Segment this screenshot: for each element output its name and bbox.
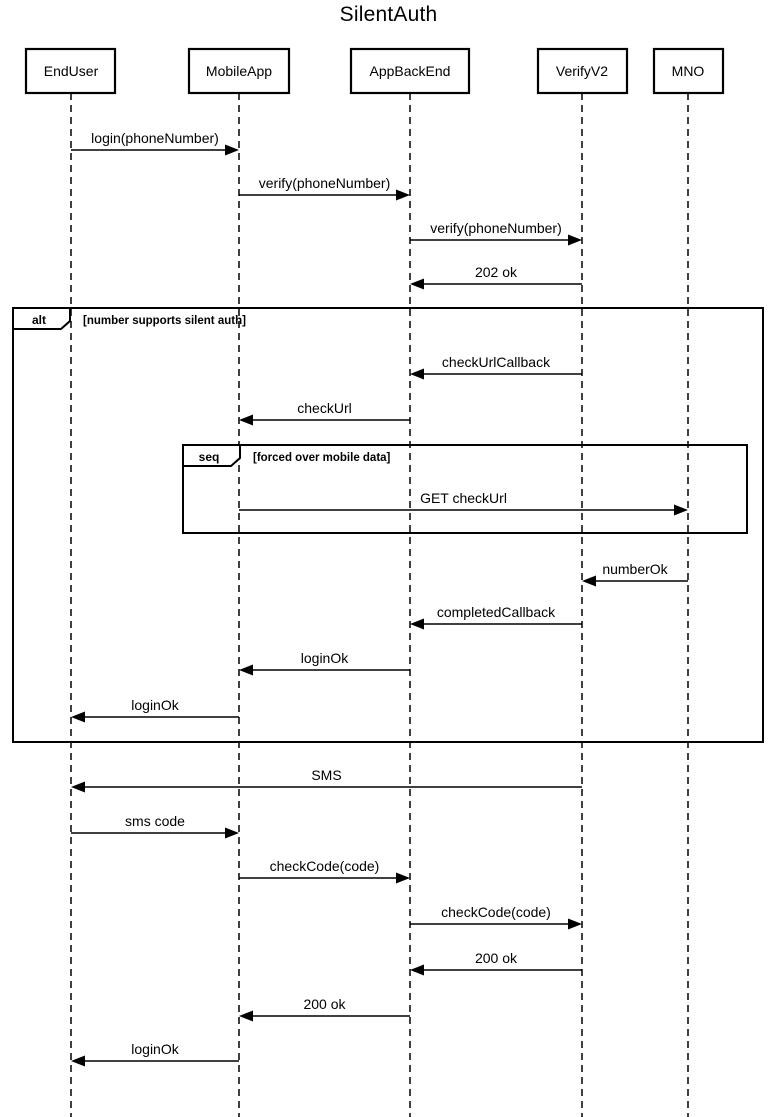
message-label: loginOk (131, 1041, 179, 1057)
message-label: completedCallback (436, 604, 556, 620)
message-arrowhead-icon (239, 665, 253, 676)
frame-seq-condition: [forced over mobile data] (253, 452, 391, 464)
message-label: sms code (125, 813, 185, 829)
message-label: loginOk (131, 697, 179, 713)
frame-alt-label: alt (31, 313, 47, 327)
message-label: numberOk (602, 561, 668, 577)
message-label: 200 ok (474, 950, 518, 966)
message-arrowhead-icon (568, 919, 582, 930)
message-label: verify(phoneNumber) (258, 175, 391, 191)
frame-seq-label: seq (198, 450, 220, 464)
message-label: 200 ok (303, 996, 346, 1012)
participant-label-EndUser: EndUser (43, 63, 99, 79)
message-label: login(phoneNumber) (91, 130, 219, 146)
diagram-title: SilentAuth (339, 3, 438, 26)
message-label: checkUrl (297, 400, 352, 416)
message-label: checkCode(code) (441, 904, 551, 920)
message-arrowhead-icon (225, 828, 239, 839)
message-label: checkUrlCallback (441, 354, 551, 370)
message-arrowhead-icon (674, 505, 688, 516)
message-arrowhead-icon (71, 712, 85, 723)
message-label: loginOk (300, 650, 349, 666)
frame-alt-condition: [number supports silent auth] (83, 315, 246, 327)
participant-label-AppBackEnd: AppBackEnd (369, 63, 451, 79)
message-arrowhead-icon (396, 190, 410, 201)
message-arrowhead-icon (568, 235, 582, 246)
frame-alt-border (13, 308, 763, 742)
participant-label-MobileApp: MobileApp (205, 63, 273, 79)
message-arrowhead-icon (582, 576, 596, 587)
message-arrowhead-icon (410, 369, 424, 380)
message-arrowhead-icon (71, 782, 85, 793)
message-arrowhead-icon (225, 145, 239, 156)
message-arrowhead-icon (410, 619, 424, 630)
message-arrowhead-icon (396, 873, 410, 884)
message-label: 202 ok (474, 264, 518, 280)
participant-label-MNO: MNO (671, 63, 705, 79)
message-arrowhead-icon (410, 965, 424, 976)
message-arrowhead-icon (71, 1056, 85, 1067)
message-arrowhead-icon (239, 415, 253, 426)
message-label: SMS (311, 767, 342, 783)
message-arrowhead-icon (239, 1011, 253, 1022)
message-label: verify(phoneNumber) (430, 220, 562, 236)
message-label: GET checkUrl (420, 490, 507, 506)
message-label: checkCode(code) (269, 858, 380, 874)
participant-label-VerifyV2: VerifyV2 (555, 63, 609, 79)
message-arrowhead-icon (410, 279, 424, 290)
